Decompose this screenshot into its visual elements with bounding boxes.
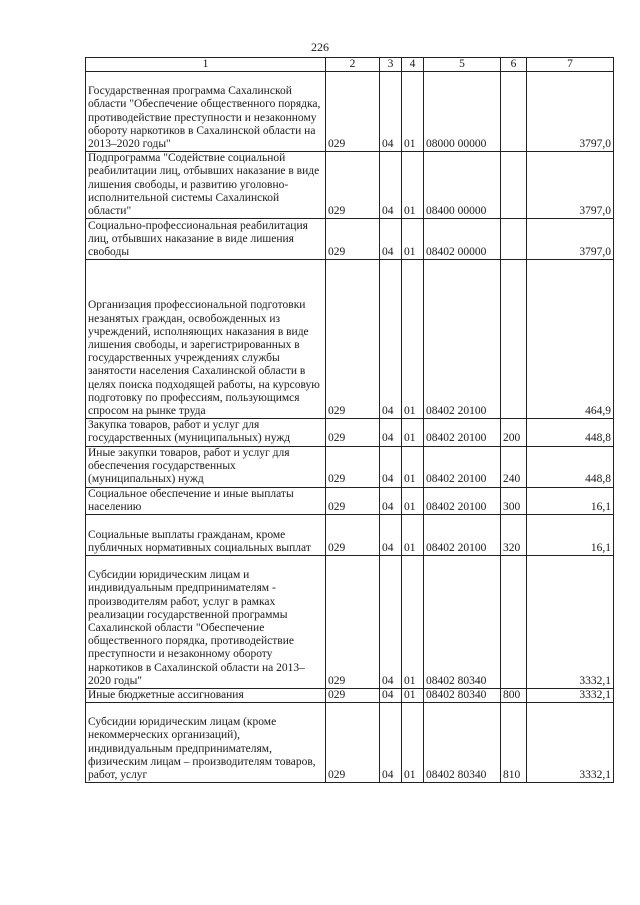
subsection-code: 01 (402, 446, 424, 487)
target-article-code: 08402 00000 (424, 219, 501, 260)
amount: 16,1 (527, 487, 614, 514)
target-article-code: 08402 20100 (424, 260, 501, 419)
section-code: 04 (380, 72, 402, 152)
expense-type-code (501, 152, 527, 219)
column-header: 6 (501, 58, 527, 72)
admin-code: 029 (326, 703, 380, 783)
expense-type-code: 320 (501, 515, 527, 556)
admin-code: 029 (326, 446, 380, 487)
column-header: 7 (527, 58, 614, 72)
admin-code: 029 (326, 152, 380, 219)
table-row (86, 703, 614, 783)
subsection-code: 01 (402, 515, 424, 556)
section-code: 04 (380, 152, 402, 219)
page-number: 226 (311, 40, 329, 54)
table-row (86, 219, 614, 260)
admin-code: 029 (326, 260, 380, 419)
table-row (86, 689, 614, 703)
expense-type-code: 800 (501, 689, 527, 703)
target-article-code: 08400 00000 (424, 152, 501, 219)
section-code: 04 (380, 556, 402, 689)
budget-table (85, 57, 614, 783)
amount: 16,1 (527, 515, 614, 556)
amount: 3797,0 (527, 219, 614, 260)
admin-code: 029 (326, 419, 380, 446)
amount: 448,8 (527, 419, 614, 446)
item-name: Государственная программа Сахалинской области "Обеспечение общественного порядка, противодействие преступности и незаконному обороту наркотиков в Сахалинской области на 2013–2020 годы" (86, 72, 326, 152)
subsection-code: 01 (402, 152, 424, 219)
item-name: Иные бюджетные ассигнования (86, 689, 326, 703)
expense-type-code (501, 72, 527, 152)
expense-type-code: 300 (501, 487, 527, 514)
item-name: Подпрограмма "Содействие социальной реабилитации лиц, отбывших наказание в виде лишения свободы, и развитию уголовно-исполнительной системы Сахалинской области" (86, 152, 326, 219)
item-name: Закупка товаров, работ и услуг для государственных (муниципальных) нужд (86, 419, 326, 446)
section-code: 04 (380, 689, 402, 703)
target-article-code: 08000 00000 (424, 72, 501, 152)
item-name: Организация профессиональной подготовки незанятых граждан, освобожденных из учреждений, исполняющих наказания в виде лишения свободы, и зарегистрированных в государственных учреждениях службы занятости населения Сахалинской области в целях поиска подходящей работы, на курсовую подготовку по профессиям, пользующимся спросом на рынке труда (86, 260, 326, 419)
table-row (86, 260, 614, 419)
amount: 3332,1 (527, 689, 614, 703)
column-header: 2 (326, 58, 380, 72)
section-code: 04 (380, 260, 402, 419)
amount: 3332,1 (527, 703, 614, 783)
expense-type-code (501, 556, 527, 689)
table-row (86, 487, 614, 514)
amount: 3797,0 (527, 72, 614, 152)
subsection-code: 01 (402, 419, 424, 446)
item-name: Иные закупки товаров, работ и услуг для обеспечения государственных (муниципальных) нужд (86, 446, 326, 487)
target-article-code: 08402 20100 (424, 487, 501, 514)
admin-code: 029 (326, 219, 380, 260)
item-name: Социальные выплаты гражданам, кроме публичных нормативных социальных выплат (86, 515, 326, 556)
section-code: 04 (380, 703, 402, 783)
expense-type-code: 240 (501, 446, 527, 487)
amount: 464,9 (527, 260, 614, 419)
expense-type-code (501, 260, 527, 419)
section-code: 04 (380, 515, 402, 556)
column-header: 4 (402, 58, 424, 72)
subsection-code: 01 (402, 556, 424, 689)
table-row (86, 419, 614, 446)
admin-code: 029 (326, 72, 380, 152)
column-header: 1 (86, 58, 326, 72)
section-code: 04 (380, 487, 402, 514)
column-header: 3 (380, 58, 402, 72)
target-article-code: 08402 20100 (424, 515, 501, 556)
subsection-code: 01 (402, 260, 424, 419)
item-name: Социально-профессиональная реабилитация лиц, отбывших наказание в виде лишения свободы (86, 219, 326, 260)
subsection-code: 01 (402, 703, 424, 783)
subsection-code: 01 (402, 487, 424, 514)
target-article-code: 08402 80340 (424, 689, 501, 703)
subsection-code: 01 (402, 689, 424, 703)
target-article-code: 08402 80340 (424, 556, 501, 689)
target-article-code: 08402 20100 (424, 419, 501, 446)
amount: 3332,1 (527, 556, 614, 689)
table-row (86, 446, 614, 487)
table-row (86, 72, 614, 152)
subsection-code: 01 (402, 219, 424, 260)
table-row (86, 152, 614, 219)
section-code: 04 (380, 446, 402, 487)
item-name: Субсидии юридическим лицам и индивидуальным предпринимателям - производителям работ, услуг в рамках реализации государственной программы Сахалинской области "Обеспечение общественного порядка, противодействие преступности и незаконному обороту наркотиков в Сахалинской области на 2013–2020 годы" (86, 556, 326, 689)
item-name: Субсидии юридическим лицам (кроме некоммерческих организаций), индивидуальным предпринимателям, физическим лицам – производителям товаров, работ, услуг (86, 703, 326, 783)
table-row (86, 515, 614, 556)
expense-type-code: 200 (501, 419, 527, 446)
target-article-code: 08402 80340 (424, 703, 501, 783)
section-code: 04 (380, 219, 402, 260)
admin-code: 029 (326, 556, 380, 689)
section-code: 04 (380, 419, 402, 446)
column-header: 5 (424, 58, 501, 72)
table-row (86, 556, 614, 689)
expense-type-code: 810 (501, 703, 527, 783)
expense-type-code (501, 219, 527, 260)
admin-code: 029 (326, 515, 380, 556)
admin-code: 029 (326, 487, 380, 514)
amount: 3797,0 (527, 152, 614, 219)
column-number-row (86, 58, 614, 72)
subsection-code: 01 (402, 72, 424, 152)
target-article-code: 08402 20100 (424, 446, 501, 487)
amount: 448,8 (527, 446, 614, 487)
admin-code: 029 (326, 689, 380, 703)
item-name: Социальное обеспечение и иные выплаты населению (86, 487, 326, 514)
